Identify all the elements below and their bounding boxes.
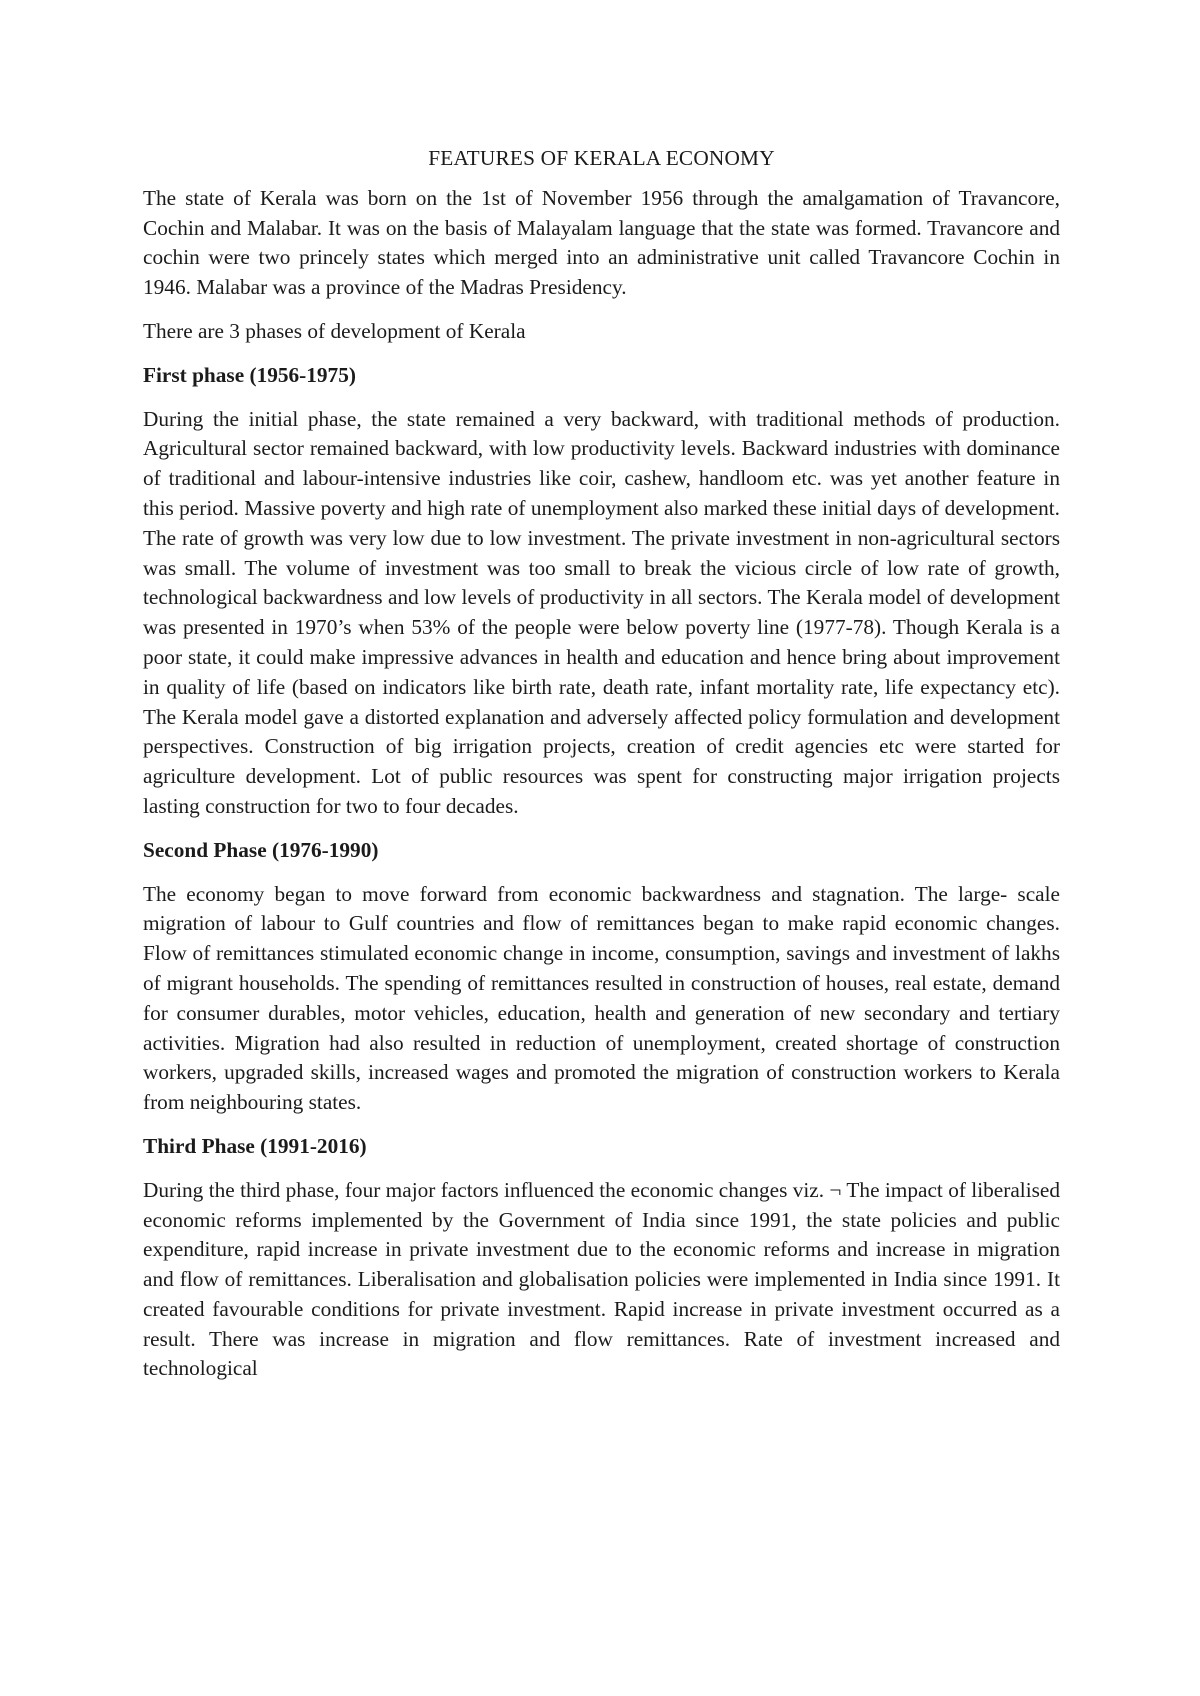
- phases-intro-paragraph: There are 3 phases of development of Kerala: [143, 318, 526, 343]
- document-page: [143, 0, 1060, 1398]
- section-heading-third-phase: Third Phase (1991-2016): [143, 1133, 367, 1158]
- section-body-second-phase: The economy began to move forward from economic backwardness and stagnation. The large- scale migration of labour to Gulf countries and flow of remittances began to make rapid economic changes. Flow of remittances stimulated economic change in income, consumption, savings and investment of lakhs of migrant households. The spending of remittances resulted in construction of houses, real estate, demand for consumer durables, motor vehicles, education, health and generation of new secondary and tertiary activities. Migration had also resulted in reduction of unemployment, created shortage of construction workers, upgraded skills, increased wages and promoted the migration of construction workers to Kerala from neighbouring states.: [143, 881, 1060, 1115]
- page-title: FEATURES OF KERALA ECONOMY: [428, 146, 775, 170]
- section-body-first-phase: During the initial phase, the state remained a very backward, with traditional methods of production. Agricultural sector remained backward, with low productivity levels. Backward industries with dominance of traditional and labour-intensive industries like coir, cashew, handloom etc. was yet another feature in this period. Massive poverty and high rate of unemployment also marked these initial days of development. The rate of growth was very low due to low investment. The private investment in non-agricultural sectors was small. The volume of investment was too small to break the vicious circle of low rate of growth, technological backwardness and low levels of productivity in all sectors. The Kerala model of development was presented in 1970’s when 53% of the people were below poverty line (1977-78). Though Kerala is a poor state, it could make impressive advances in health and education and hence bring about improvement in quality of life (based on indicators like birth rate, death rate, infant mortality rate, life expectancy etc). The Kerala model gave a distorted explanation and adversely affected policy formulation and development perspectives. Construction of big irrigation projects, creation of credit agencies etc were started for agriculture development. Lot of public resources was spent for constructing major irrigation projects lasting construction for two to four decades.: [143, 406, 1060, 818]
- section-body-third-phase: During the third phase, four major factors influenced the economic changes viz. ¬ The impact of liberalised economic reforms implemented by the Government of India since 1991, the state policies and public expenditure, rapid increase in private investment due to the economic reforms and increase in migration and flow of remittances. Liberalisation and globalisation policies were implemented in India since 1991. It created favourable conditions for private investment. Rapid increase in private investment occurred as a result. There was increase in migration and flow remittances. Rate of investment increased and technological: [143, 1177, 1060, 1381]
- section-heading-first-phase: First phase (1956-1975): [143, 362, 356, 387]
- intro-paragraph: The state of Kerala was born on the 1st of November 1956 through the amalgamation of Travancore, Cochin and Malabar. It was on the basis of Malayalam language that the state was formed. Travancore and cochin were two princely states which merged into an administrative unit called Travancore Cochin in 1946. Malabar was a province of the Madras Presidency.: [143, 185, 1060, 300]
- section-heading-second-phase: Second Phase (1976-1990): [143, 837, 379, 862]
